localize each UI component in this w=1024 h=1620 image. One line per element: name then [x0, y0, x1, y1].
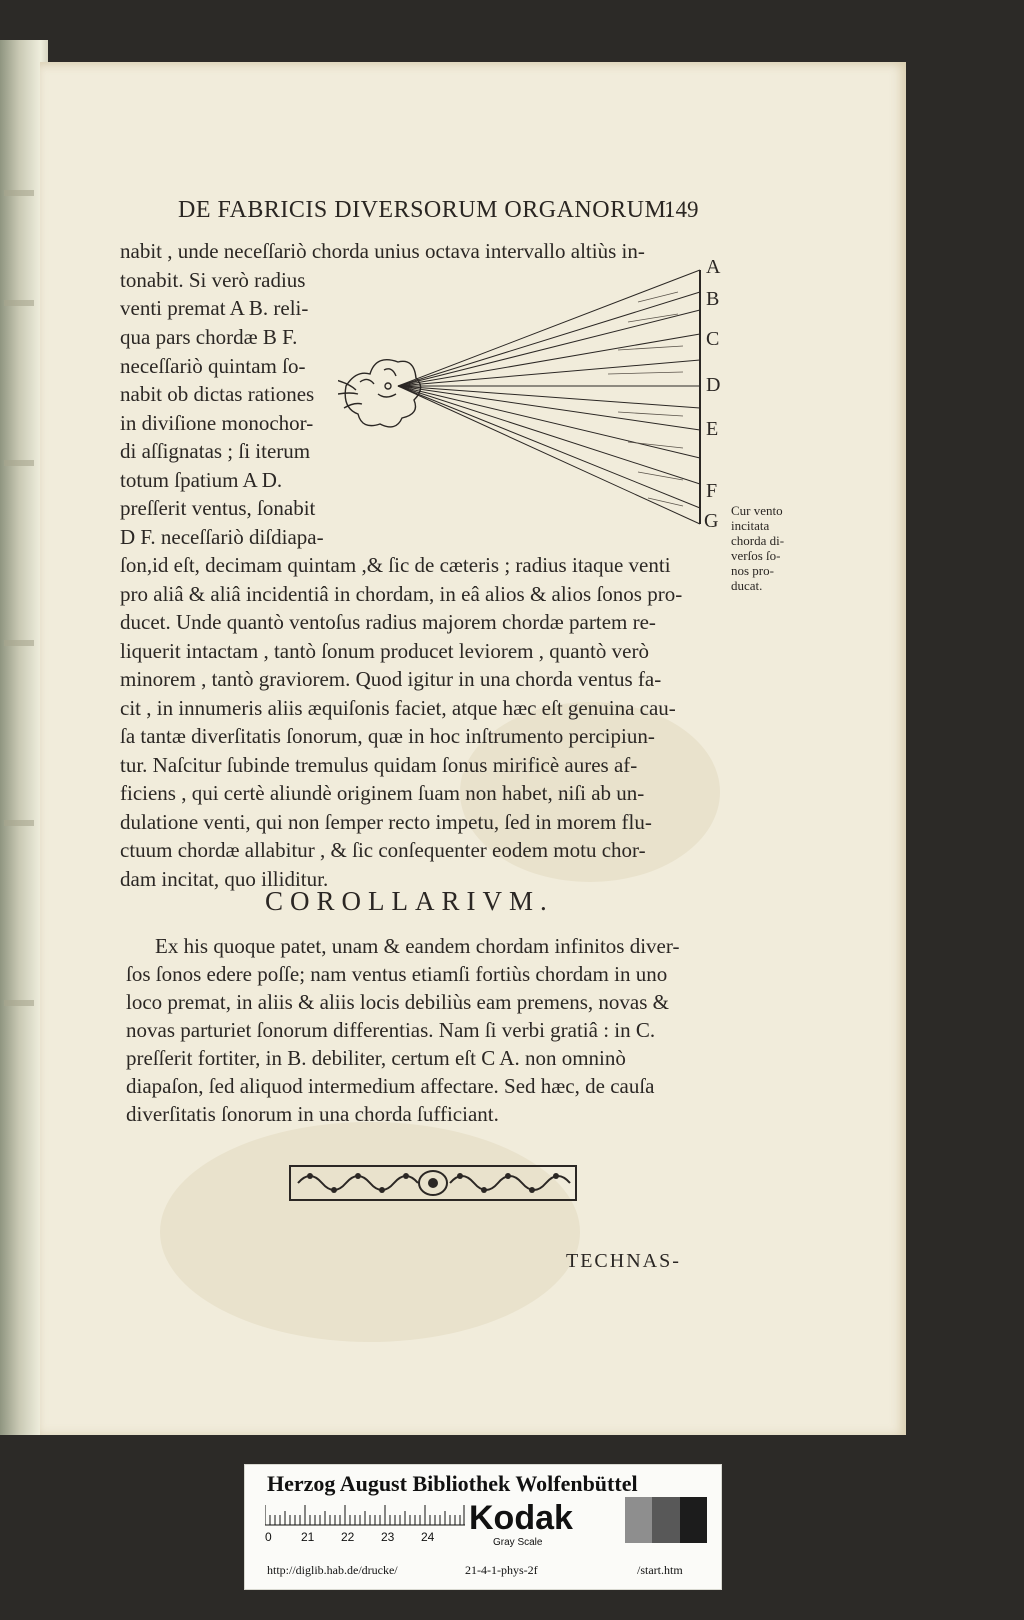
margin-note-line: Cur vento [731, 503, 783, 518]
facing-page-text-trace [4, 190, 34, 196]
ruler-number: 0 [265, 1530, 272, 1544]
margin-note-line: ducat. [731, 578, 763, 593]
body-line: in diviſione monochor- [120, 411, 314, 435]
facing-page-text-trace [4, 820, 34, 826]
wind-rays-illustration [338, 262, 730, 534]
body-line: ducet. Unde quantò ventoſus radius majorem chordæ partem re- [120, 610, 656, 634]
ruler-number: 24 [421, 1530, 435, 1544]
corollary-line: novas parturiet ſonorum differentias. Nam ſi verbi gratiâ : in C. [126, 1018, 656, 1042]
decorative-ornament [288, 1160, 578, 1206]
body-line: neceſſariò quintam ſo- [120, 354, 306, 378]
scan-reference-card [244, 1464, 722, 1590]
page-number: 149 [664, 197, 699, 222]
body-line: nabit ob dictas rationes [120, 382, 315, 406]
corollary-heading: COROLLARIVM. [265, 886, 554, 916]
grayscale-label: Gray Scale [493, 1537, 543, 1548]
figure-label-d: D [706, 374, 721, 396]
body-line: ficiens , qui certè aliundè originem ſuam non habet, niſi ab un- [120, 781, 645, 805]
wind-head-icon [338, 360, 421, 427]
margin-note-line: incitata [731, 518, 770, 533]
margin-note-line: nos pro- [731, 563, 774, 578]
body-line: tonabit. Si verò radius [120, 268, 306, 292]
body-line: dam incitat, quo illiditur. [120, 867, 329, 891]
gray-swatch-dark [680, 1497, 707, 1543]
ruler-scale [265, 1503, 465, 1527]
url-part-2: 21-4-1-phys-2f [465, 1563, 538, 1577]
facing-page-text-trace [4, 300, 34, 306]
body-line: minorem , tantò graviorem. Quod igitur in una chorda ventus fa- [120, 667, 662, 691]
margin-note-line: verſos ſo- [731, 548, 781, 563]
body-line: liquerit intactam , tantò ſonum producet leviorem , quantò verò [120, 639, 649, 663]
body-line: di aſſignatas ; ſi iterum [120, 439, 311, 463]
body-line: cit , in innumeris aliis æquiſonis faciet, atque hæc eſt genuina cau- [120, 696, 676, 720]
body-line: nabit , unde neceſſariò chorda unius octava intervallo altiùs in- [120, 239, 645, 263]
body-line: pro aliâ & aliâ incidentiâ in chordam, in eâ alios & alios ſonos pro- [120, 582, 683, 606]
figure-label-a: A [706, 256, 721, 278]
ruler-number: 23 [381, 1530, 395, 1544]
margin-note [731, 503, 801, 593]
running-head: DE FABRICIS DIVERSORUM ORGANORUM. [178, 197, 673, 223]
body-line: D F. neceſſariò diſdiapa- [120, 525, 324, 549]
url-part-3: /start.htm [637, 1563, 683, 1577]
figure-label-f: F [706, 480, 718, 502]
corollary-line: diapaſon, ſed aliquod intermedium affectare. Sed hæc, de cauſa [126, 1074, 655, 1098]
body-line: ſon,id eſt, decimam quintam ,& ſic de cæteris ; radius itaque venti [120, 553, 671, 577]
gray-swatch-light [625, 1497, 652, 1543]
facing-page-text-trace [4, 1000, 34, 1006]
body-line: qua pars chordæ B F. [120, 325, 298, 349]
wind-string-figure [338, 256, 730, 534]
figure-label-g: G [704, 510, 719, 532]
library-title: Herzog August Bibliothek Wolfenbüttel [267, 1471, 638, 1496]
kodak-logo: Kodak [469, 1499, 573, 1537]
figure-label-c: C [706, 328, 720, 350]
paper-stain [160, 1122, 580, 1342]
body-line: venti premat A B. reli- [120, 296, 309, 320]
ruler-number: 22 [341, 1530, 355, 1544]
body-line: preſſerit ventus, ſonabit [120, 496, 316, 520]
figure-label-b: B [706, 288, 720, 310]
corollary-line: loco premat, in aliis & aliis locis debiliùs eam premens, novas & [126, 990, 669, 1014]
body-line: ſa tantæ diverſitatis ſonorum, quæ in hoc inſtrumento percipiun- [120, 724, 655, 748]
body-line: tur. Naſcitur ſubinde tremulus quidam ſonus mirificè aures af- [120, 753, 638, 777]
corollary-line: preſſerit fortiter, in B. debiliter, certum eſt C A. non omninò [126, 1046, 626, 1070]
url-part-1: http://diglib.hab.de/drucke/ [267, 1563, 398, 1577]
body-line: totum ſpatium A D. [120, 468, 283, 492]
corollary-line: diverſitatis ſonorum in una chorda ſufficiant. [126, 1102, 499, 1126]
facing-page-text-trace [4, 640, 34, 646]
figure-label-e: E [706, 418, 719, 440]
margin-note-line: chorda di- [731, 533, 785, 548]
gray-swatch-mid [652, 1497, 679, 1543]
gray-swatches [625, 1497, 707, 1543]
body-line: dulatione venti, qui non ſemper recto impetu, ſed in morem flu- [120, 810, 652, 834]
corollary-line: Ex his quoque patet, unam & eandem chordam infinitos diver- [155, 934, 680, 958]
body-line: ctuum chordæ allabitur , & ſic conſequenter eodem motu chor- [120, 838, 646, 862]
facing-page-text-trace [4, 460, 34, 466]
corollary-line: ſos ſonos edere poſſe; nam ventus etiamſi fortiùs chordam in uno [126, 962, 668, 986]
ruler-number: 21 [301, 1530, 315, 1544]
catchword: TECHNAS- [566, 1250, 681, 1272]
